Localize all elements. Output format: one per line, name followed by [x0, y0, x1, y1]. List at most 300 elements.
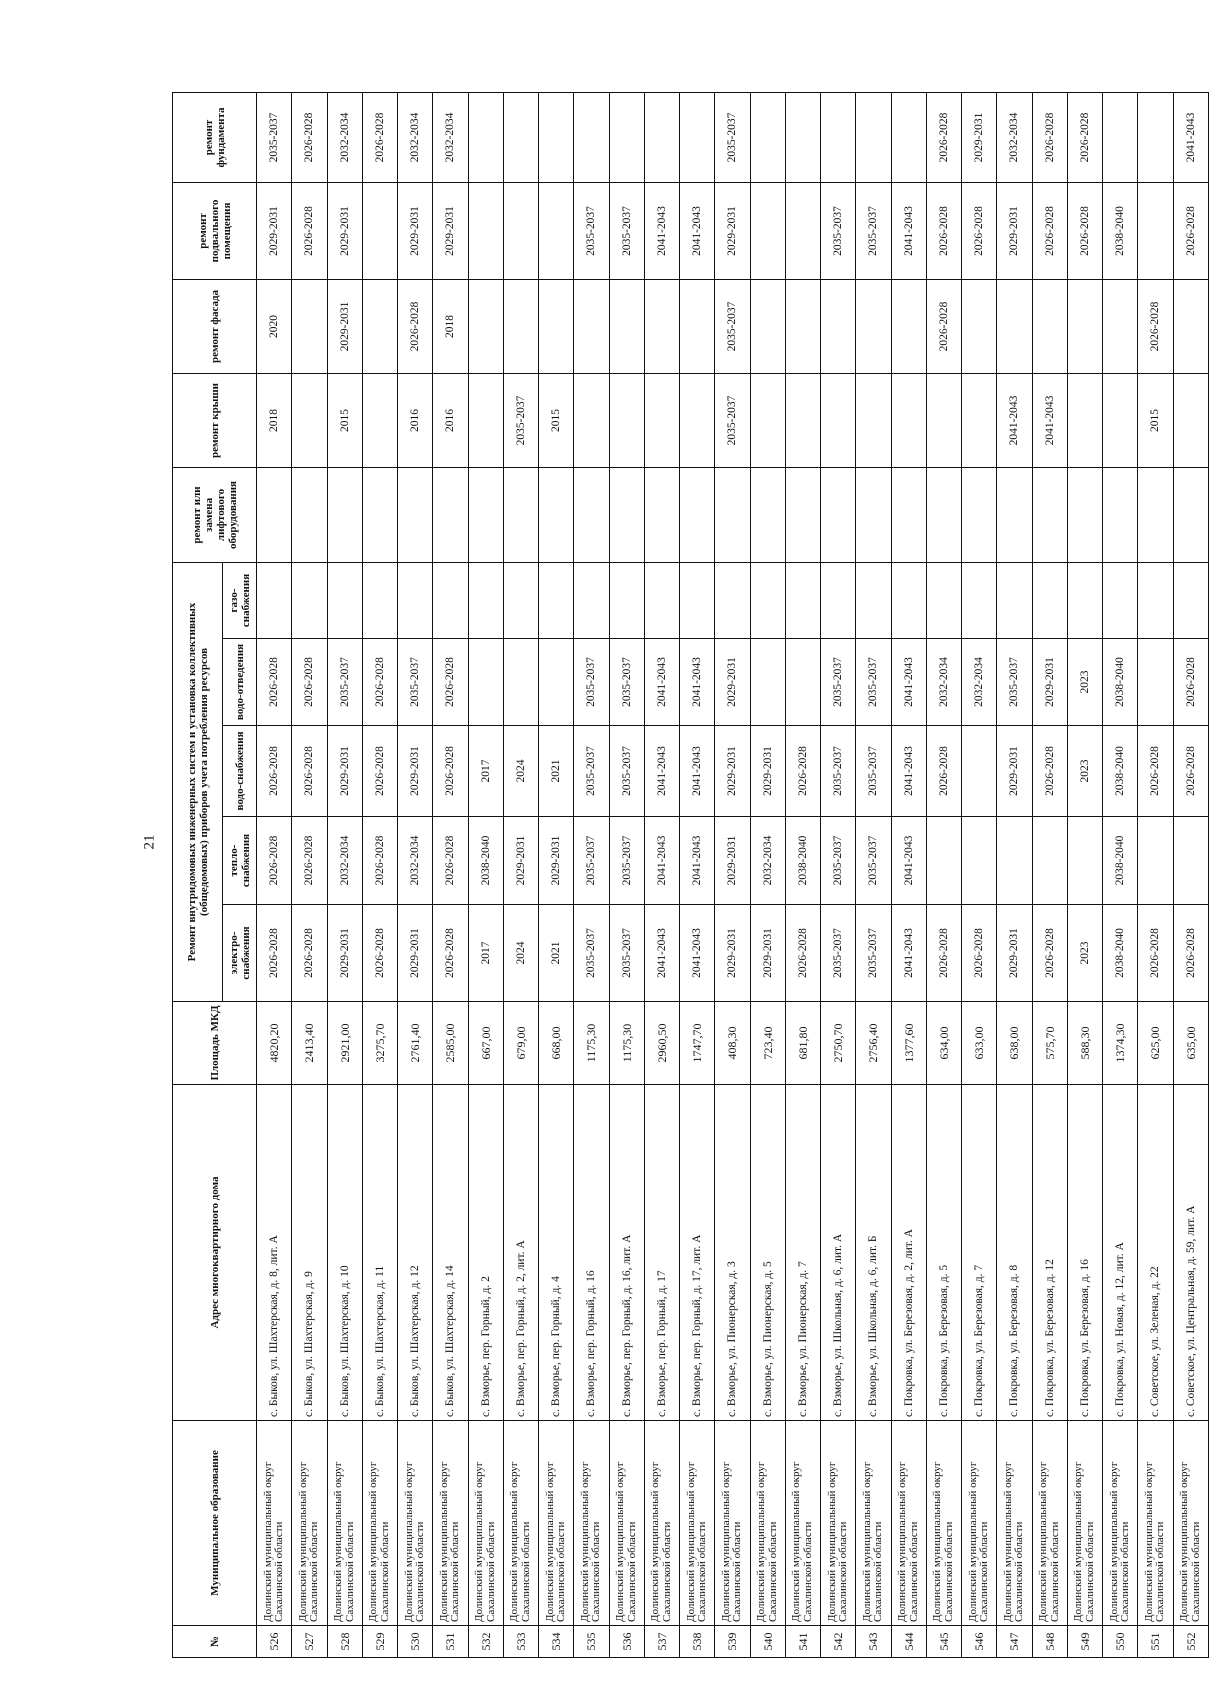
facade-cell: 2018: [433, 279, 468, 373]
header-num: №: [173, 1626, 257, 1658]
drainage-cell: 2035-2037: [609, 639, 644, 726]
foundation-cell: 2041-2043: [1173, 92, 1209, 182]
municipality-cell: Долинский муниципальный округ Сахалинской области: [821, 1421, 856, 1626]
foundation-cell: [503, 92, 538, 182]
municipality-cell: Долинский муниципальный округ Сахалинской области: [750, 1421, 785, 1626]
table-row: [539, 92, 574, 1657]
elevator-cell: [1067, 467, 1102, 562]
table-row: [468, 92, 503, 1657]
roof-cell: [856, 373, 891, 467]
gas-cell: [539, 562, 574, 638]
electricity-cell: 2029-2031: [715, 905, 750, 1002]
heating-cell: [926, 817, 961, 905]
elevator-cell: [398, 467, 433, 562]
foundation-cell: [644, 92, 679, 182]
municipality-cell: Долинский муниципальный округ Сахалинской области: [609, 1421, 644, 1626]
municipality-cell: Долинский муниципальный округ Сахалинской области: [891, 1421, 926, 1626]
gas-cell: [292, 562, 327, 638]
facade-cell: 2020: [257, 279, 292, 373]
electricity-cell: 2038-2040: [1103, 905, 1138, 1002]
address-cell: с. Покровка, ул. Березовая, д. 2, лит. А: [891, 1085, 926, 1421]
drainage-cell: 2026-2028: [257, 639, 292, 726]
roof-cell: 2018: [257, 373, 292, 467]
facade-cell: [1173, 279, 1209, 373]
area-cell: 2585,00: [433, 1002, 468, 1085]
drainage-cell: 2038-2040: [1103, 639, 1138, 726]
municipality-cell: Долинский муниципальный округ Сахалинской области: [644, 1421, 679, 1626]
gas-cell: [644, 562, 679, 638]
water-supply-cell: 2041-2043: [680, 726, 715, 817]
row-number: 547: [997, 1626, 1032, 1658]
municipality-cell: Долинский муниципальный округ Сахалинской области: [398, 1421, 433, 1626]
foundation-cell: [750, 92, 785, 182]
roof-cell: [1173, 373, 1209, 467]
electricity-cell: 2023: [1067, 905, 1102, 1002]
elevator-cell: [609, 467, 644, 562]
municipality-cell: Долинский муниципальный округ Сахалинской области: [962, 1421, 997, 1626]
heating-cell: 2041-2043: [680, 817, 715, 905]
area-cell: 668,00: [539, 1002, 574, 1085]
gas-cell: [1173, 562, 1209, 638]
row-number: 552: [1173, 1626, 1209, 1658]
row-number: 541: [785, 1626, 820, 1658]
water-supply-cell: 2026-2028: [362, 726, 397, 817]
electricity-cell: 2024: [503, 905, 538, 1002]
rotated-table-container: [172, 93, 1209, 1658]
repair-schedule-table: [172, 92, 1209, 1658]
page-number: 21: [141, 834, 158, 850]
heating-cell: 2035-2037: [574, 817, 609, 905]
heating-cell: 2032-2034: [750, 817, 785, 905]
area-cell: 667,00: [468, 1002, 503, 1085]
municipality-cell: Долинский муниципальный округ Сахалинской области: [574, 1421, 609, 1626]
drainage-cell: [750, 639, 785, 726]
table-row: [926, 92, 961, 1657]
elevator-cell: [1173, 467, 1209, 562]
electricity-cell: 2026-2028: [1138, 905, 1173, 1002]
basement-cell: [539, 182, 574, 279]
table-row: [1032, 92, 1067, 1657]
address-cell: с. Быков, ул. Шахтерская, д. 11: [362, 1085, 397, 1421]
address-cell: с. Покровка, ул. Березовая, д. 12: [1032, 1085, 1067, 1421]
gas-cell: [750, 562, 785, 638]
facade-cell: 2026-2028: [1138, 279, 1173, 373]
gas-cell: [433, 562, 468, 638]
address-cell: с. Быков, ул. Шахтерская, д. 14: [433, 1085, 468, 1421]
table-row: [503, 92, 538, 1657]
address-cell: с. Взморье, ул. Пионерская, д. 7: [785, 1085, 820, 1421]
area-cell: 625,00: [1138, 1002, 1173, 1085]
roof-cell: 2016: [433, 373, 468, 467]
foundation-cell: [856, 92, 891, 182]
elevator-cell: [574, 467, 609, 562]
table-row: [1138, 92, 1173, 1657]
electricity-cell: 2026-2028: [433, 905, 468, 1002]
area-cell: 1175,30: [574, 1002, 609, 1085]
row-number: 538: [680, 1626, 715, 1658]
roof-cell: 2035-2037: [503, 373, 538, 467]
area-cell: 2756,40: [856, 1002, 891, 1085]
drainage-cell: 2026-2028: [1173, 639, 1209, 726]
foundation-cell: 2035-2037: [715, 92, 750, 182]
row-number: 530: [398, 1626, 433, 1658]
municipality-cell: Долинский муниципальный округ Сахалинской области: [292, 1421, 327, 1626]
water-supply-cell: 2026-2028: [1138, 726, 1173, 817]
table-row: [292, 92, 327, 1657]
area-cell: 1747,70: [680, 1002, 715, 1085]
water-supply-cell: 2035-2037: [609, 726, 644, 817]
heating-cell: 2032-2034: [398, 817, 433, 905]
heating-cell: [962, 817, 997, 905]
drainage-cell: 2035-2037: [856, 639, 891, 726]
foundation-cell: [609, 92, 644, 182]
water-supply-cell: 2029-2031: [997, 726, 1032, 817]
water-supply-cell: 2023: [1067, 726, 1102, 817]
drainage-cell: 2026-2028: [292, 639, 327, 726]
foundation-cell: 2032-2034: [327, 92, 362, 182]
water-supply-cell: 2038-2040: [1103, 726, 1138, 817]
area-cell: 1175,30: [609, 1002, 644, 1085]
drainage-cell: 2035-2037: [997, 639, 1032, 726]
basement-cell: 2029-2031: [997, 182, 1032, 279]
roof-cell: [644, 373, 679, 467]
address-cell: с. Быков, ул. Шахтерская, д. 10: [327, 1085, 362, 1421]
facade-cell: [680, 279, 715, 373]
basement-cell: 2026-2028: [1032, 182, 1067, 279]
row-number: 527: [292, 1626, 327, 1658]
heating-cell: [1067, 817, 1102, 905]
municipality-cell: Долинский муниципальный округ Сахалинской области: [362, 1421, 397, 1626]
facade-cell: [539, 279, 574, 373]
area-cell: 638,00: [997, 1002, 1032, 1085]
address-cell: с. Взморье, ул. Школьная, д. 6, лит. А: [821, 1085, 856, 1421]
heating-cell: [1173, 817, 1209, 905]
facade-cell: [574, 279, 609, 373]
row-number: 540: [750, 1626, 785, 1658]
water-supply-cell: 2026-2028: [292, 726, 327, 817]
roof-cell: [680, 373, 715, 467]
gas-cell: [1138, 562, 1173, 638]
roof-cell: [1103, 373, 1138, 467]
elevator-cell: [468, 467, 503, 562]
area-cell: 1377,60: [891, 1002, 926, 1085]
row-number: 532: [468, 1626, 503, 1658]
gas-cell: [962, 562, 997, 638]
gas-cell: [1067, 562, 1102, 638]
electricity-cell: 2029-2031: [750, 905, 785, 1002]
address-cell: с. Взморье, ул. Школьная, д. 6, лит. Б: [856, 1085, 891, 1421]
table-body: [257, 92, 1209, 1657]
address-cell: с. Советское, ул. Центральная, д. 59, лит. А: [1173, 1085, 1209, 1421]
heating-cell: [1138, 817, 1173, 905]
drainage-cell: 2029-2031: [715, 639, 750, 726]
header-address: Адрес многоквартирного дома: [173, 1085, 257, 1421]
roof-cell: [292, 373, 327, 467]
address-cell: с. Взморье, пер. Горный, д. 4: [539, 1085, 574, 1421]
table-row: [821, 92, 856, 1657]
foundation-cell: [821, 92, 856, 182]
basement-cell: 2035-2037: [856, 182, 891, 279]
area-cell: 1374,30: [1103, 1002, 1138, 1085]
electricity-cell: 2035-2037: [609, 905, 644, 1002]
row-number: 533: [503, 1626, 538, 1658]
facade-cell: [856, 279, 891, 373]
row-number: 526: [257, 1626, 292, 1658]
area-cell: 2960,50: [644, 1002, 679, 1085]
table-row: [433, 92, 468, 1657]
municipality-cell: Долинский муниципальный округ Сахалинской области: [785, 1421, 820, 1626]
basement-cell: 2035-2037: [574, 182, 609, 279]
drainage-cell: 2026-2028: [362, 639, 397, 726]
foundation-cell: [785, 92, 820, 182]
elevator-cell: [715, 467, 750, 562]
table-row: [644, 92, 679, 1657]
header-gas: газо-снабжения: [223, 562, 257, 638]
area-cell: 679,00: [503, 1002, 538, 1085]
water-supply-cell: 2026-2028: [785, 726, 820, 817]
roof-cell: [962, 373, 997, 467]
water-supply-cell: 2026-2028: [1173, 726, 1209, 817]
table-row: [962, 92, 997, 1657]
municipality-cell: Долинский муниципальный округ Сахалинской области: [715, 1421, 750, 1626]
address-cell: с. Быков, ул. Шахтерская, д. 8, лит. А: [257, 1085, 292, 1421]
basement-cell: 2026-2028: [292, 182, 327, 279]
address-cell: с. Взморье, пер. Горный, д. 2, лит. А: [503, 1085, 538, 1421]
header-drainage: водо-отведения: [223, 639, 257, 726]
row-number: 528: [327, 1626, 362, 1658]
roof-cell: 2041-2043: [997, 373, 1032, 467]
gas-cell: [891, 562, 926, 638]
header-foundation: ремонт фундамента: [173, 92, 257, 182]
header-basement: ремонт подвального помещения: [173, 182, 257, 279]
drainage-cell: 2041-2043: [680, 639, 715, 726]
electricity-cell: 2017: [468, 905, 503, 1002]
drainage-cell: 2035-2037: [574, 639, 609, 726]
table-row: [1103, 92, 1138, 1657]
elevator-cell: [327, 467, 362, 562]
heating-cell: [1032, 817, 1067, 905]
basement-cell: 2026-2028: [1067, 182, 1102, 279]
roof-cell: 2016: [398, 373, 433, 467]
gas-cell: [715, 562, 750, 638]
municipality-cell: Долинский муниципальный округ Сахалинской области: [680, 1421, 715, 1626]
elevator-cell: [433, 467, 468, 562]
area-cell: 575,70: [1032, 1002, 1067, 1085]
gas-cell: [1032, 562, 1067, 638]
area-cell: 588,30: [1067, 1002, 1102, 1085]
foundation-cell: [1138, 92, 1173, 182]
row-number: 550: [1103, 1626, 1138, 1658]
area-cell: 635,00: [1173, 1002, 1209, 1085]
basement-cell: 2026-2028: [962, 182, 997, 279]
address-cell: с. Быков, ул. Шахтерская, д. 12: [398, 1085, 433, 1421]
drainage-cell: [468, 639, 503, 726]
drainage-cell: 2029-2031: [1032, 639, 1067, 726]
header-heating: тепло-снабжения: [223, 817, 257, 905]
gas-cell: [926, 562, 961, 638]
basement-cell: [362, 182, 397, 279]
elevator-cell: [821, 467, 856, 562]
facade-cell: [468, 279, 503, 373]
drainage-cell: 2035-2037: [398, 639, 433, 726]
heating-cell: 2038-2040: [468, 817, 503, 905]
drainage-cell: 2026-2028: [433, 639, 468, 726]
elevator-cell: [1032, 467, 1067, 562]
roof-cell: [750, 373, 785, 467]
heating-cell: 2038-2040: [1103, 817, 1138, 905]
foundation-cell: [574, 92, 609, 182]
roof-cell: [468, 373, 503, 467]
facade-cell: 2026-2028: [926, 279, 961, 373]
municipality-cell: Долинский муниципальный округ Сахалинской области: [503, 1421, 538, 1626]
electricity-cell: 2035-2037: [856, 905, 891, 1002]
basement-cell: 2029-2031: [398, 182, 433, 279]
basement-cell: [750, 182, 785, 279]
basement-cell: 2035-2037: [821, 182, 856, 279]
facade-cell: [962, 279, 997, 373]
facade-cell: [821, 279, 856, 373]
drainage-cell: 2041-2043: [891, 639, 926, 726]
table-row: [891, 92, 926, 1657]
gas-cell: [1103, 562, 1138, 638]
roof-cell: 2015: [1138, 373, 1173, 467]
address-cell: с. Взморье, пер. Горный, д. 16, лит. А: [609, 1085, 644, 1421]
elevator-cell: [750, 467, 785, 562]
area-cell: 408,30: [715, 1002, 750, 1085]
heating-cell: 2035-2037: [821, 817, 856, 905]
row-number: 545: [926, 1626, 961, 1658]
row-number: 546: [962, 1626, 997, 1658]
water-supply-cell: 2035-2037: [856, 726, 891, 817]
roof-cell: [891, 373, 926, 467]
basement-cell: 2029-2031: [257, 182, 292, 279]
table-row: [574, 92, 609, 1657]
electricity-cell: 2026-2028: [257, 905, 292, 1002]
electricity-cell: 2041-2043: [644, 905, 679, 1002]
header-elevator: ремонт или замена лифтового оборудования: [173, 467, 257, 562]
elevator-cell: [362, 467, 397, 562]
heating-cell: 2026-2028: [292, 817, 327, 905]
electricity-cell: 2026-2028: [362, 905, 397, 1002]
facade-cell: [785, 279, 820, 373]
electricity-cell: 2026-2028: [785, 905, 820, 1002]
basement-cell: 2026-2028: [926, 182, 961, 279]
basement-cell: 2026-2028: [1173, 182, 1209, 279]
basement-cell: [468, 182, 503, 279]
basement-cell: 2029-2031: [715, 182, 750, 279]
electricity-cell: 2026-2028: [926, 905, 961, 1002]
municipality-cell: Долинский муниципальный округ Сахалинской области: [1173, 1421, 1209, 1626]
water-supply-cell: 2026-2028: [926, 726, 961, 817]
row-number: 544: [891, 1626, 926, 1658]
heating-cell: 2026-2028: [257, 817, 292, 905]
basement-cell: 2035-2037: [609, 182, 644, 279]
foundation-cell: [539, 92, 574, 182]
address-cell: с. Взморье, пер. Горный, д. 17, лит. А: [680, 1085, 715, 1421]
elevator-cell: [997, 467, 1032, 562]
area-cell: 3275,70: [362, 1002, 397, 1085]
water-supply-cell: 2024: [503, 726, 538, 817]
gas-cell: [468, 562, 503, 638]
area-cell: 2761,40: [398, 1002, 433, 1085]
area-cell: 2750,70: [821, 1002, 856, 1085]
foundation-cell: [680, 92, 715, 182]
gas-cell: [257, 562, 292, 638]
address-cell: с. Покровка, ул. Березовая, д. 5: [926, 1085, 961, 1421]
table-row: [327, 92, 362, 1657]
water-supply-cell: 2029-2031: [398, 726, 433, 817]
foundation-cell: 2026-2028: [362, 92, 397, 182]
municipality-cell: Долинский муниципальный округ Сахалинской области: [926, 1421, 961, 1626]
water-supply-cell: 2029-2031: [327, 726, 362, 817]
heating-cell: 2032-2034: [327, 817, 362, 905]
electricity-cell: 2035-2037: [821, 905, 856, 1002]
water-supply-cell: 2021: [539, 726, 574, 817]
address-cell: с. Покровка, ул. Березовая, д. 16: [1067, 1085, 1102, 1421]
address-cell: с. Взморье, пер. Горный, д. 2: [468, 1085, 503, 1421]
table-row: [1067, 92, 1102, 1657]
gas-cell: [609, 562, 644, 638]
foundation-cell: 2026-2028: [1032, 92, 1067, 182]
roof-cell: [362, 373, 397, 467]
drainage-cell: [503, 639, 538, 726]
address-cell: с. Советское, ул. Зеленая, д. 22: [1138, 1085, 1173, 1421]
water-supply-cell: 2026-2028: [257, 726, 292, 817]
drainage-cell: 2032-2034: [926, 639, 961, 726]
roof-cell: [785, 373, 820, 467]
basement-cell: 2029-2031: [327, 182, 362, 279]
elevator-cell: [785, 467, 820, 562]
gas-cell: [680, 562, 715, 638]
foundation-cell: [891, 92, 926, 182]
gas-cell: [856, 562, 891, 638]
area-cell: 4820,20: [257, 1002, 292, 1085]
facade-cell: [644, 279, 679, 373]
header-municipality: Муниципальное образование: [173, 1421, 257, 1626]
table-row: [1173, 92, 1209, 1657]
electricity-cell: 2026-2028: [962, 905, 997, 1002]
roof-cell: [926, 373, 961, 467]
area-cell: 634,00: [926, 1002, 961, 1085]
heating-cell: 2029-2031: [539, 817, 574, 905]
heating-cell: 2041-2043: [644, 817, 679, 905]
electricity-cell: 2041-2043: [891, 905, 926, 1002]
basement-cell: 2038-2040: [1103, 182, 1138, 279]
header-water-supply: водо-снабжения: [223, 726, 257, 817]
municipality-cell: Долинский муниципальный округ Сахалинской области: [257, 1421, 292, 1626]
gas-cell: [574, 562, 609, 638]
facade-cell: [362, 279, 397, 373]
address-cell: с. Взморье, ул. Пионерская, д. 5: [750, 1085, 785, 1421]
row-number: 535: [574, 1626, 609, 1658]
gas-cell: [327, 562, 362, 638]
roof-cell: 2035-2037: [715, 373, 750, 467]
roof-cell: [821, 373, 856, 467]
heating-cell: 2038-2040: [785, 817, 820, 905]
row-number: 549: [1067, 1626, 1102, 1658]
electricity-cell: 2029-2031: [327, 905, 362, 1002]
roof-cell: 2015: [327, 373, 362, 467]
water-supply-cell: 2035-2037: [821, 726, 856, 817]
table-row: [609, 92, 644, 1657]
municipality-cell: Долинский муниципальный округ Сахалинской области: [433, 1421, 468, 1626]
basement-cell: [1138, 182, 1173, 279]
address-cell: с. Покровка, ул. Новая, д. 12, лит. А: [1103, 1085, 1138, 1421]
elevator-cell: [1103, 467, 1138, 562]
electricity-cell: 2035-2037: [574, 905, 609, 1002]
gas-cell: [398, 562, 433, 638]
heating-cell: [997, 817, 1032, 905]
